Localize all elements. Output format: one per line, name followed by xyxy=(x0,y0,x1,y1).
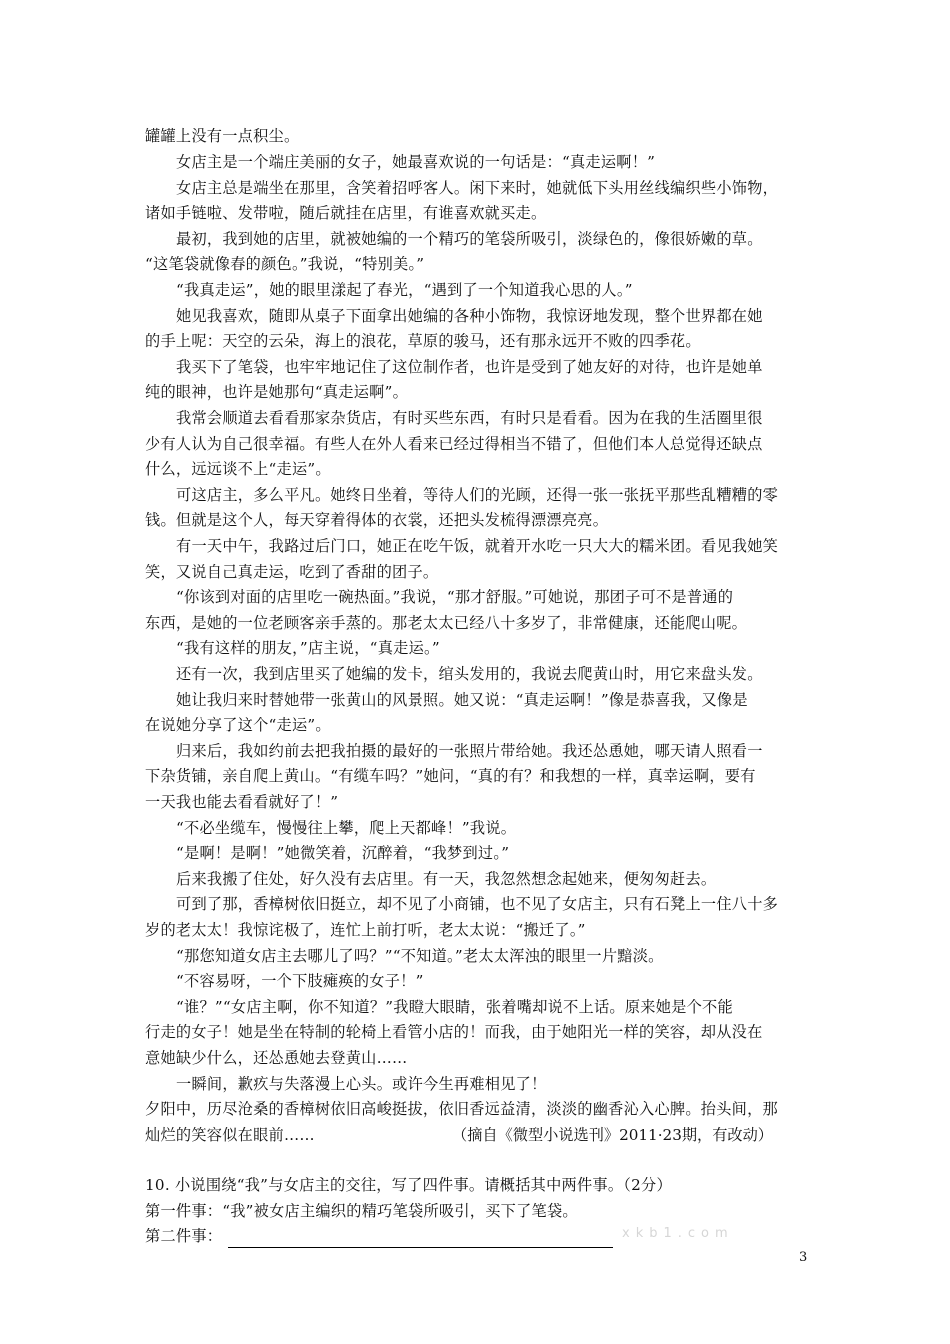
paragraph-line: 我买下了笔袋，也牢牢地记住了这位制作者，也许是受到了她友好的对待，也许是她单 xyxy=(176,358,763,376)
paragraph-line: 笑，又说自己真走运，吃到了香甜的团子。 xyxy=(145,563,439,581)
answer-blank-line xyxy=(228,1229,613,1248)
question-text: 10. 小说围绕“我”与女店主的交往，写了四件事。请概括其中两件事。（2分） xyxy=(145,1176,672,1194)
paragraph-line: 意她缺少什么，还怂恿她去登黄山…… xyxy=(145,1049,408,1067)
first-event-answer: 第一件事：“我”被女店主编织的精巧笔袋所吸引，买下了笔袋。 xyxy=(145,1202,578,1220)
paragraph-line: 钱。但就是这个人，每天穿着得体的衣裳，还把头发梳得漂漂亮亮。 xyxy=(145,511,609,529)
paragraph-line: 我常会顺道去看看那家杂货店，有时买些东西，有时只是看看。因为在我的生活圈里很 xyxy=(176,409,763,427)
page-number: 3 xyxy=(799,1250,808,1265)
paragraph-line: “不容易呀，一个下肢瘫痪的女子！” xyxy=(176,972,424,990)
paragraph-line: 夕阳中，历尽沧桑的香樟树依旧高峻挺拔，依旧香远益清，淡淡的幽香沁入心脾。抬头间，那 xyxy=(145,1100,778,1118)
paragraph-line: 最初，我到她的店里，就被她编的一个精巧的笔袋所吸引，淡绿色的，像很娇嫩的草。 xyxy=(176,230,763,248)
paragraph-line: 下杂货铺，亲自爬上黄山。“有缆车吗？”她问，“真的有？和我想的一样，真幸运啊，要有 xyxy=(145,767,756,785)
paragraph-line: 灿烂的笑容似在眼前…… xyxy=(145,1126,315,1144)
paragraph-line: 行走的女子！她是坐在特制的轮椅上看管小店的！而我，由于她阳光一样的笑容，却从没在 xyxy=(145,1023,763,1041)
paragraph-line: 可这店主，多么平凡。她终日坐着，等待人们的光顾，还得一张一张抚平那些乱糟糟的零 xyxy=(176,486,779,504)
paragraph-line: 还有一次，我到店里买了她编的发卡，绾头发用的，我说去爬黄山时，用它来盘头发。 xyxy=(176,665,763,683)
second-event-label: 第二件事： xyxy=(145,1227,223,1245)
paragraph-line: 罐罐上没有一点积尘。 xyxy=(145,127,300,145)
paragraph-line: 归来后，我如约前去把我拍摄的最好的一张照片带给她。我还怂恿她，哪天请人照看一 xyxy=(176,742,763,760)
paragraph-line: 后来我搬了住处，好久没有去店里。有一天，我忽然想念起她来，便匆匆赶去。 xyxy=(176,870,717,888)
paragraph-line: 纯的眼神，也许是她那句“真走运啊”。 xyxy=(145,383,409,401)
paragraph-line: “我真走运”，她的眼里漾起了春光，“遇到了一个知道我心思的人。” xyxy=(176,281,633,299)
paragraph-line: “谁？”“女店主啊，你不知道？”我瞪大眼睛，张着嘴却说不上话。原来她是个不能 xyxy=(176,998,733,1016)
paragraph-line: 东西，是她的一位老顾客亲手蒸的。那老太太已经八十多岁了，非常健康，还能爬山呢。 xyxy=(145,614,748,632)
paragraph-line: 女店主是一个端庄美丽的女子，她最喜欢说的一句话是：“真走运啊！” xyxy=(176,153,656,171)
paragraph-line: 有一天中午，我路过后门口，她正在吃午饭，就着开水吃一只大大的糯米团。看见我她笑 xyxy=(176,537,779,555)
paragraph-line: 可到了那，香樟树依旧挺立，却不见了小商铺，也不见了女店主，只有石凳上一住八十多 xyxy=(176,895,779,913)
paragraph-line: “那您知道女店主去哪儿了吗？”“不知道。”老太太浑浊的眼里一片黯淡。 xyxy=(176,947,664,965)
paragraph-line: “我有这样的朋友，”店主说，“真走运。” xyxy=(176,639,440,657)
paragraph-line: 一天我也能去看看就好了！” xyxy=(145,793,339,811)
paragraph-line: 她让我归来时替她带一张黄山的风景照。她又说：“真走运啊！”像是恭喜我，又像是 xyxy=(176,691,748,709)
paragraph-line: 的手上呢：天空的云朵，海上的浪花，草原的骏马，还有那永远开不败的四季花。 xyxy=(145,332,701,350)
paragraph-line: “你该到对面的店里吃一碗热面。”我说，“那才舒服。”可她说，那团子可不是普通的 xyxy=(176,588,734,606)
paragraph-line: “不必坐缆车，慢慢往上攀，爬上天都峰！”我说。 xyxy=(176,819,517,837)
paragraph-line: “这笔袋就像春的颜色。”我说，“特别美。” xyxy=(145,255,425,273)
paragraph-line: 少有人认为自己很幸福。有些人在外人看来已经过得相当不错了，但他们本人总觉得还缺点 xyxy=(145,435,763,453)
paragraph-line: 诸如手链啦、发带啦，随后就挂在店里，有谁喜欢就买走。 xyxy=(145,204,547,222)
paragraph-line: 女店主总是端坐在那里，含笑着招呼客人。闲下来时，她就低下头用丝线编织些小饰物， xyxy=(176,179,779,197)
watermark: xkb1.com xyxy=(622,1226,734,1241)
paragraph-line: 岁的老太太！我惊诧极了，连忙上前打听，老太太说：“搬迁了。” xyxy=(145,921,586,939)
paragraph-line: 在说她分享了这个“走运”。 xyxy=(145,716,331,734)
paragraph-line: 她见我喜欢，随即从桌子下面拿出她编的各种小饰物，我惊讶地发现，整个世界都在她 xyxy=(176,307,763,325)
paragraph-line: “是啊！是啊！”她微笑着，沉醉着，“我梦到过。” xyxy=(176,844,510,862)
paragraph-line: 什么，远远谈不上“走运”。 xyxy=(145,460,331,478)
source-citation: （摘自《微型小说选刊》2011·23期，有改动） xyxy=(452,1126,773,1144)
paragraph-line: 一瞬间，歉疚与失落漫上心头。或许今生再难相见了！ xyxy=(176,1075,547,1093)
